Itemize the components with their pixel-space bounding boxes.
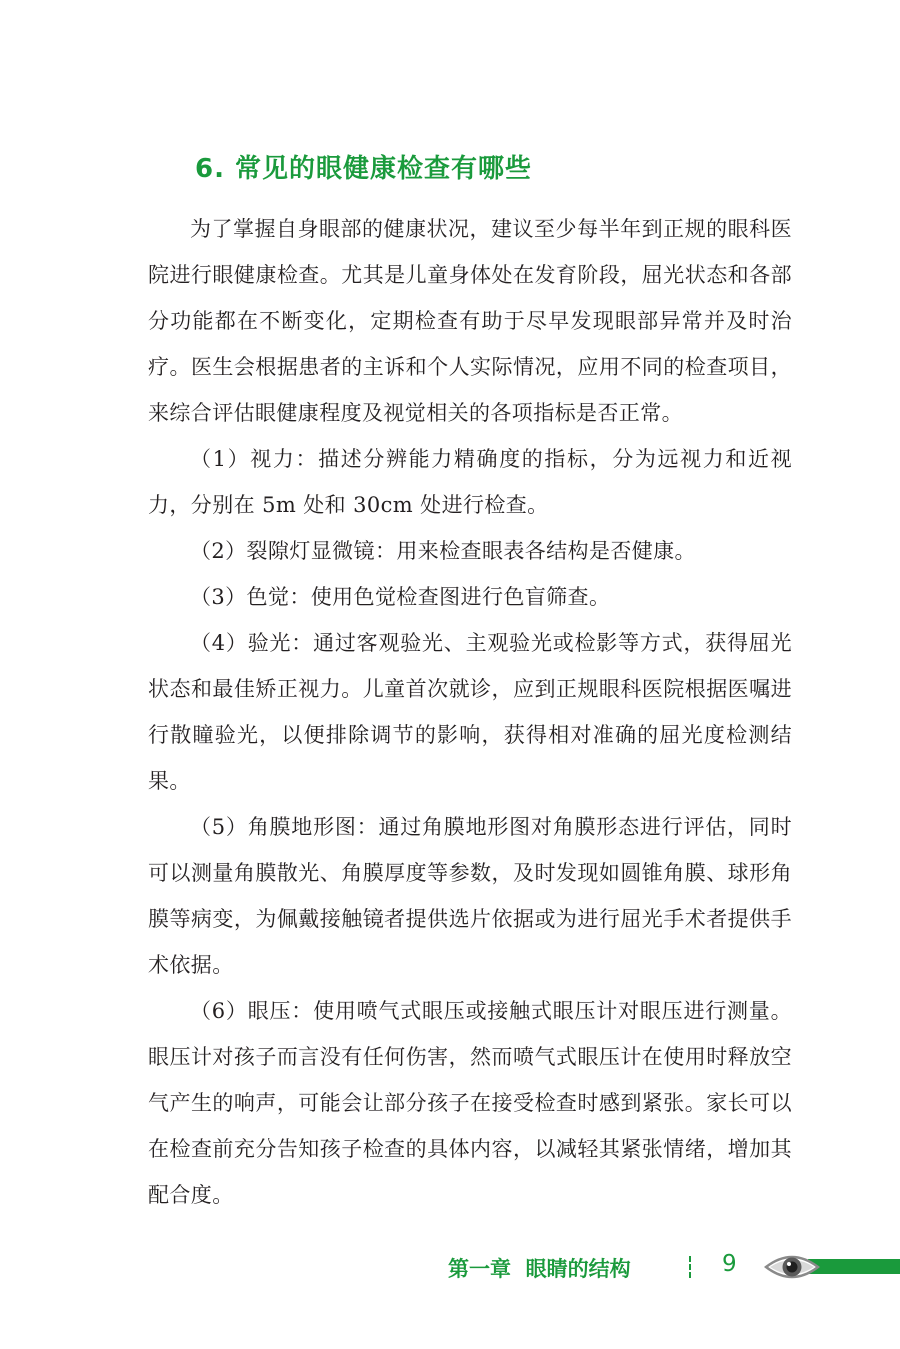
footer-divider <box>689 1256 691 1278</box>
item-corneal-topography: （5）角膜地形图：通过角膜地形图对角膜形态进行评估，同时可以测量角膜散光、角膜厚度等参数，及时发现如圆锥角膜、球形角膜等病变，为佩戴接触镜者提供选片依据或为进行屈光手术者提供手术依据。 <box>148 815 792 977</box>
footer-accent-bar <box>808 1259 900 1274</box>
item-refraction: （4）验光：通过客观验光、主观验光或检影等方式，获得屈光状态和最佳矫正视力。儿童首次就诊，应到正规眼科医院根据医嘱进行散瞳验光，以便排除调节的影响，获得相对准确的屈光度检测结果。 <box>148 631 792 793</box>
item-visual-acuity: （1）视力：描述分辨能力精确度的指标，分为远视力和近视力，分别在 5m 处和 30cm 处进行检查。 <box>148 447 792 517</box>
eye-icon <box>764 1251 820 1283</box>
item-intraocular-pressure: （6）眼压：使用喷气式眼压或接触式眼压计对眼压进行测量。眼压计对孩子而言没有任何伤害，然而喷气式眼压计在使用时释放空气产生的响声，可能会让部分孩子在接受检查时感到紧张。家长可以在检查前充分告知孩子检查的具体内容，以减轻其紧张情绪，增加其配合度。 <box>148 999 792 1207</box>
page-footer <box>0 1245 900 1289</box>
chapter-label: 第一章 眼睛的结构 <box>448 1257 631 1281</box>
intro-paragraph: 为了掌握自身眼部的健康状况，建议至少每半年到正规的眼科医院进行眼健康检查。尤其是儿童身体处在发育阶段，屈光状态和各部分功能都在不断变化，定期检查有助于尽早发现眼部异常并及时治疗。医生会根据患者的主诉和个人实际情况，应用不同的检查项目，来综合评估眼健康程度及视觉相关的各项指标是否正常。 <box>148 217 792 425</box>
item-color-vision: （3）色觉：使用色觉检查图进行色盲筛查。 <box>190 585 611 609</box>
page-number: 9 <box>722 1251 737 1277</box>
section-title: 6. 常见的眼健康检查有哪些 <box>195 154 533 184</box>
body-text <box>148 206 792 1218</box>
item-slit-lamp: （2）裂隙灯显微镜：用来检查眼表各结构是否健康。 <box>190 539 696 563</box>
